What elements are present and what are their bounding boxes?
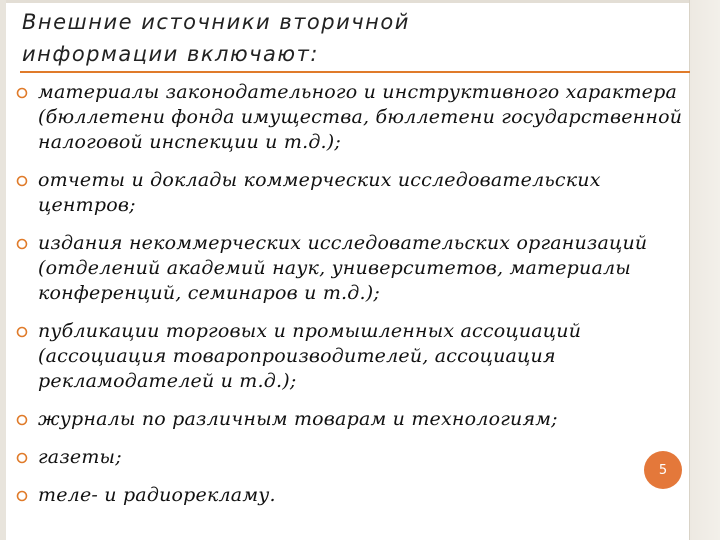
list-item xyxy=(14,445,694,470)
circle-outline-icon xyxy=(16,414,28,426)
slide-frame-top xyxy=(0,0,720,3)
page-number-badge xyxy=(644,451,682,489)
page-number: 5 xyxy=(658,462,668,478)
list-item-text: издания некоммерческих исследовательских организаций (отделений академий наук, университетов, материалы конференций, семинаров и т.д.); xyxy=(38,232,648,304)
slide-title xyxy=(22,6,642,70)
list-item xyxy=(14,168,694,218)
circle-outline-icon xyxy=(16,490,28,502)
list-item xyxy=(14,231,694,306)
list-item xyxy=(14,407,694,432)
list-item-text: публикации торговых и промышленных ассоциаций (ассоциация товаропроизводителей, ассоциация рекламодателей и т.д.); xyxy=(38,320,582,392)
bullet-list xyxy=(14,80,694,521)
circle-outline-icon xyxy=(16,238,28,250)
list-item xyxy=(14,80,694,155)
slide-frame-left xyxy=(0,0,6,540)
circle-outline-icon xyxy=(16,87,28,99)
slide-title-line-1: Внешние источники вторичной xyxy=(22,10,410,34)
title-underline xyxy=(20,71,690,73)
slide-frame-right xyxy=(690,0,720,540)
list-item xyxy=(14,483,694,508)
list-item-text: газеты; xyxy=(38,446,122,468)
slide-title-line-2: информации включают: xyxy=(22,42,319,66)
list-item-text: журналы по различным товарам и технологиям; xyxy=(38,408,558,430)
list-item-text: теле- и радиорекламу. xyxy=(38,484,276,506)
list-item-text: отчеты и доклады коммерческих исследовательских центров; xyxy=(38,169,601,216)
list-item-text: материалы законодательного и инструктивного характера (бюллетени фонда имущества, бюллетени государственной налоговой инспекции и т.д.); xyxy=(38,81,683,153)
circle-outline-icon xyxy=(16,175,28,187)
circle-outline-icon xyxy=(16,452,28,464)
circle-outline-icon xyxy=(16,326,28,338)
list-item xyxy=(14,319,694,394)
